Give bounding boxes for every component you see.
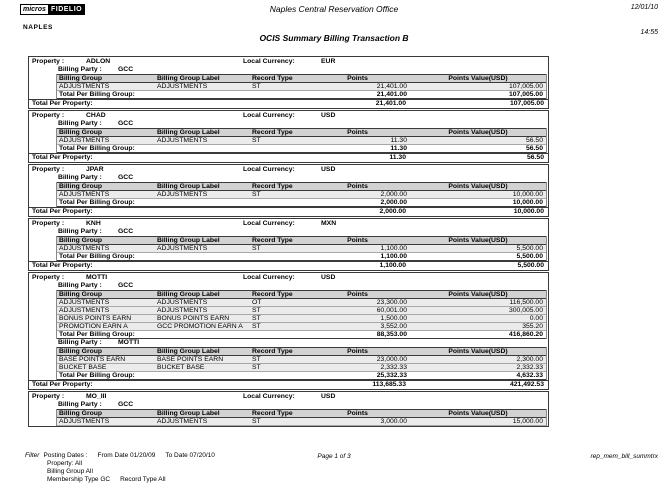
- cell-record-type: ST: [252, 137, 261, 144]
- billing-group-total-points-value: 107,005.00: [508, 91, 543, 98]
- column-header-billing-group-label: Billing Group Label: [157, 237, 220, 244]
- billing-group-total-label: Total Per Billing Group:: [59, 331, 135, 338]
- billing-group-total-points-value: 5,500.00: [516, 253, 543, 260]
- cell-billing-group: BASE POINTS EARN: [59, 356, 126, 363]
- billing-party-line: [29, 282, 548, 290]
- property-header-line: [29, 111, 548, 120]
- property-header-line: [29, 273, 548, 282]
- cell-billing-group-label: ADJUSTMENTS: [157, 418, 208, 425]
- billing-group-table: [56, 128, 547, 153]
- billing-party-line: [29, 174, 548, 182]
- cell-billing-group-label: BONUS POINTS EARN: [157, 315, 230, 322]
- table-header-row: [57, 128, 546, 137]
- cell-points: 3,552.00: [380, 323, 407, 330]
- cell-points-value: 2,300.00: [516, 356, 543, 363]
- column-header-billing-group: Billing Group: [59, 291, 103, 298]
- billing-group-total-points: 25,332.33: [376, 372, 407, 379]
- cell-billing-group-label: ADJUSTMENTS: [157, 137, 208, 144]
- property-total-points: 2,000.00: [379, 208, 406, 215]
- column-header-record-type: Record Type: [252, 237, 293, 244]
- property-total-points: 113,685.33: [372, 381, 406, 388]
- cell-billing-group: ADJUSTMENTS: [59, 299, 110, 306]
- billing-group-total-points: 2,000.00: [380, 199, 407, 206]
- table-row: [57, 323, 546, 331]
- column-header-record-type: Record Type: [252, 348, 293, 355]
- column-header-points: Points: [347, 183, 368, 190]
- billing-group-total-row: [57, 145, 546, 153]
- property-block: [28, 56, 549, 109]
- cell-points: 60,001.00: [376, 307, 407, 314]
- cell-points: 3,000.00: [380, 418, 407, 425]
- column-header-record-type: Record Type: [252, 291, 293, 298]
- property-block: [28, 272, 549, 390]
- property-total-row: [29, 207, 548, 216]
- billing-party-value: GCC: [118, 282, 134, 289]
- cell-billing-group-label: ADJUSTMENTS: [157, 191, 208, 198]
- table-header-row: [57, 290, 546, 299]
- column-header-points-value: Points Value(USD): [448, 348, 508, 355]
- table-header-row: [57, 74, 546, 83]
- billing-party-line: [29, 401, 548, 409]
- table-row: [57, 364, 546, 372]
- property-total-points-value: 5,500.00: [517, 262, 544, 269]
- page-number: Page 1 of 3: [317, 453, 351, 460]
- column-header-points: Points: [347, 410, 368, 417]
- billing-group-table: [56, 74, 547, 99]
- billing-party-line: [29, 339, 548, 347]
- table-row: [57, 299, 546, 307]
- cell-points-value: 5,500.00: [516, 245, 543, 252]
- billing-party-value: GCC: [118, 228, 134, 235]
- property-total-points-value: 10,000.00: [513, 208, 544, 215]
- column-header-billing-group-label: Billing Group Label: [157, 75, 220, 82]
- column-header-billing-group: Billing Group: [59, 75, 103, 82]
- cell-billing-group: PROMOTION EARN A: [59, 323, 128, 330]
- cell-billing-group-label: ADJUSTMENTS: [157, 299, 208, 306]
- property-label: Property :: [32, 58, 65, 65]
- billing-group-table: [56, 182, 547, 207]
- column-header-points-value: Points Value(USD): [448, 75, 508, 82]
- property-label: Property :: [32, 220, 65, 227]
- cell-record-type: ST: [252, 191, 261, 198]
- billing-group-total-label: Total Per Billing Group:: [59, 199, 135, 206]
- local-currency-value: USD: [321, 393, 336, 400]
- property-total-points: 11.30: [389, 154, 406, 161]
- local-currency-label: Local Currency:: [243, 220, 295, 227]
- cell-record-type: ST: [252, 364, 261, 371]
- billing-group-total-points: 21,401.00: [376, 91, 407, 98]
- property-block: [28, 110, 549, 163]
- cell-points: 23,000.00: [376, 356, 407, 363]
- record-type-value: Record Type All: [120, 476, 166, 483]
- billing-group-total-label: Total Per Billing Group:: [59, 372, 135, 379]
- billing-party-value: MOTTI: [118, 339, 140, 346]
- cell-billing-group: ADJUSTMENTS: [59, 191, 110, 198]
- billing-party-line: [29, 120, 548, 128]
- property-total-points-value: 107,005.00: [509, 100, 544, 107]
- column-header-points: Points: [347, 75, 368, 82]
- billing-group-table: [56, 290, 547, 339]
- table-header-row: [57, 347, 546, 356]
- cell-points-value: 0.00: [529, 315, 543, 322]
- billing-group-total-label: Total Per Billing Group:: [59, 145, 135, 152]
- from-date-value: From Date 01/20/09: [97, 452, 156, 459]
- property-total-points-value: 56.50: [526, 154, 544, 161]
- billing-party-value: GCC: [118, 120, 134, 127]
- cell-billing-group-label: ADJUSTMENTS: [157, 307, 208, 314]
- cell-points-value: 107,005.00: [508, 83, 543, 90]
- billing-group-total-row: [57, 331, 546, 339]
- billing-party-line: [29, 66, 548, 74]
- billing-group-total-row: [57, 91, 546, 99]
- billing-party-line: [29, 228, 548, 236]
- cell-billing-group-label: GCC PROMOTION EARN A: [157, 323, 243, 330]
- column-header-points-value: Points Value(USD): [448, 129, 508, 136]
- cell-billing-group-label: BUCKET BASE: [157, 364, 205, 371]
- property-block: [28, 164, 549, 217]
- billing-party-label: Billing Party :: [58, 282, 102, 289]
- property-total-points: 21,401.00: [375, 100, 406, 107]
- billing-group-table: [56, 409, 547, 426]
- column-header-billing-group-label: Billing Group Label: [157, 129, 220, 136]
- membership-type-value: Membership Type GC: [47, 476, 111, 483]
- property-code: KNH: [86, 220, 101, 227]
- billing-party-value: GCC: [118, 401, 134, 408]
- micros-logo-text: micros: [20, 4, 49, 15]
- cell-record-type: OT: [252, 299, 262, 306]
- cell-billing-group: ADJUSTMENTS: [59, 418, 110, 425]
- property-total-label: Total Per Property:: [32, 154, 93, 161]
- office-name: Naples Central Reservation Office: [269, 4, 399, 14]
- property-total-label: Total Per Property:: [32, 262, 93, 269]
- column-header-points-value: Points Value(USD): [448, 410, 508, 417]
- cell-points-value: 15,000.00: [512, 418, 543, 425]
- property-header-line: [29, 165, 548, 174]
- property-header-line: [29, 392, 548, 401]
- cell-points-value: 2,332.33: [516, 364, 543, 371]
- column-header-billing-group-label: Billing Group Label: [157, 410, 220, 417]
- property-code: ADLON: [86, 58, 111, 65]
- billing-group-table: [56, 236, 547, 261]
- fidelio-logo-text: FIDELIO: [48, 4, 85, 15]
- billing-group-total-label: Total Per Billing Group:: [59, 91, 135, 98]
- billing-group-total-points-value: 10,000.00: [512, 199, 543, 206]
- billing-group-total-points: 1,100.00: [380, 253, 407, 260]
- local-currency-label: Local Currency:: [243, 58, 295, 65]
- cell-billing-group-label: BASE POINTS EARN: [157, 356, 224, 363]
- local-currency-value: USD: [321, 112, 336, 119]
- column-header-billing-group-label: Billing Group Label: [157, 183, 220, 190]
- column-header-billing-group: Billing Group: [59, 410, 103, 417]
- column-header-points: Points: [347, 291, 368, 298]
- property-label: Property :: [32, 112, 65, 119]
- report-body: [28, 56, 549, 428]
- cell-billing-group: BONUS POINTS EARN: [59, 315, 132, 322]
- billing-party-value: GCC: [118, 66, 134, 73]
- billing-group-total-points-value: 416,860.20: [508, 331, 543, 338]
- cell-record-type: ST: [252, 356, 261, 363]
- column-header-record-type: Record Type: [252, 183, 293, 190]
- cell-billing-group: ADJUSTMENTS: [59, 83, 110, 90]
- property-total-row: [29, 380, 548, 389]
- property-total-label: Total Per Property:: [32, 381, 93, 388]
- table-row: [57, 356, 546, 364]
- local-currency-value: USD: [321, 166, 336, 173]
- property-label: Property :: [32, 166, 65, 173]
- cell-points-value: 300,005.00: [508, 307, 543, 314]
- column-header-points-value: Points Value(USD): [448, 237, 508, 244]
- cell-points-value: 56.50: [525, 137, 543, 144]
- billing-party-label: Billing Party :: [58, 401, 102, 408]
- property-total-row: [29, 99, 548, 108]
- property-block: [28, 218, 549, 271]
- property-code: MOTTI: [86, 274, 108, 281]
- column-header-billing-group: Billing Group: [59, 183, 103, 190]
- column-header-billing-group: Billing Group: [59, 348, 103, 355]
- property-total-points: 1,100.00: [379, 262, 406, 269]
- filter-label: Filter: [25, 452, 40, 459]
- local-currency-label: Local Currency:: [243, 393, 295, 400]
- column-header-billing-group: Billing Group: [59, 237, 103, 244]
- local-currency-label: Local Currency:: [243, 274, 295, 281]
- property-header-line: [29, 57, 548, 66]
- report-time: 14:55: [640, 29, 658, 36]
- cell-points: 23,300.00: [376, 299, 407, 306]
- billing-group-total-label: Total Per Billing Group:: [59, 253, 135, 260]
- cell-record-type: ST: [252, 83, 261, 90]
- cell-record-type: ST: [252, 307, 261, 314]
- billing-group-total-points-value: 4,632.33: [516, 372, 543, 379]
- table-row: [57, 191, 546, 199]
- column-header-record-type: Record Type: [252, 410, 293, 417]
- column-header-billing-group: Billing Group: [59, 129, 103, 136]
- filter-line-property: Property: All: [47, 460, 83, 467]
- property-header-line: [29, 219, 548, 228]
- column-header-billing-group-label: Billing Group Label: [157, 291, 220, 298]
- filter-line-billing-group: Billing Group All: [47, 468, 93, 475]
- billing-group-total-points: 88,353.00: [376, 331, 407, 338]
- local-currency-value: MXN: [321, 220, 337, 227]
- report-id: rep_mem_bill_summtrx: [590, 453, 658, 460]
- cell-points: 1,100.00: [380, 245, 407, 252]
- table-row: [57, 418, 546, 426]
- cell-billing-group: ADJUSTMENTS: [59, 245, 110, 252]
- table-row: [57, 83, 546, 91]
- billing-group-total-points-value: 56.50: [525, 145, 543, 152]
- property-code: CHAD: [86, 112, 106, 119]
- property-total-row: [29, 261, 548, 270]
- column-header-points: Points: [347, 237, 368, 244]
- cell-record-type: ST: [252, 418, 261, 425]
- cell-record-type: ST: [252, 245, 261, 252]
- table-row: [57, 245, 546, 253]
- property-code: MO_III: [86, 393, 107, 400]
- table-row: [57, 307, 546, 315]
- billing-party-label: Billing Party :: [58, 228, 102, 235]
- cell-points: 21,401.00: [376, 83, 407, 90]
- billing-party-label: Billing Party :: [58, 66, 102, 73]
- local-currency-value: USD: [321, 274, 336, 281]
- cell-billing-group-label: ADJUSTMENTS: [157, 83, 208, 90]
- to-date-value: To Date 07/20/10: [165, 452, 215, 459]
- local-currency-value: EUR: [321, 58, 336, 65]
- column-header-points-value: Points Value(USD): [448, 291, 508, 298]
- property-code: JPAR: [86, 166, 104, 173]
- cell-billing-group-label: ADJUSTMENTS: [157, 245, 208, 252]
- billing-group-total-row: [57, 372, 546, 380]
- cell-record-type: ST: [252, 315, 261, 322]
- cell-points: 2,000.00: [380, 191, 407, 198]
- billing-party-label: Billing Party :: [58, 339, 102, 346]
- cell-points-value: 10,000.00: [512, 191, 543, 198]
- table-header-row: [57, 409, 546, 418]
- cell-points-value: 355.20: [522, 323, 543, 330]
- report-date: 12/01/10: [630, 4, 658, 11]
- column-header-points-value: Points Value(USD): [448, 183, 508, 190]
- billing-party-label: Billing Party :: [58, 174, 102, 181]
- cell-billing-group: BUCKET BASE: [59, 364, 107, 371]
- billing-group-total-points: 11.30: [390, 145, 407, 152]
- cell-billing-group: ADJUSTMENTS: [59, 307, 110, 314]
- filter-line-membership: [47, 476, 215, 484]
- report-title: OCIS Summary Billing Transaction B: [259, 33, 409, 43]
- local-currency-label: Local Currency:: [243, 112, 295, 119]
- local-currency-label: Local Currency:: [243, 166, 295, 173]
- cell-points: 2,332.33: [380, 364, 407, 371]
- property-total-points-value: 421,492.53: [509, 381, 544, 388]
- billing-party-value: GCC: [118, 174, 134, 181]
- property-label: Property :: [32, 393, 65, 400]
- cell-points: 1,500.00: [380, 315, 407, 322]
- table-header-row: [57, 182, 546, 191]
- column-header-points: Points: [347, 129, 368, 136]
- cell-record-type: ST: [252, 323, 261, 330]
- billing-party-label: Billing Party :: [58, 120, 102, 127]
- billing-group-total-row: [57, 253, 546, 261]
- table-row: [57, 137, 546, 145]
- billing-group-table: [56, 347, 547, 380]
- column-header-record-type: Record Type: [252, 129, 293, 136]
- cell-billing-group: ADJUSTMENTS: [59, 137, 110, 144]
- billing-group-total-row: [57, 199, 546, 207]
- table-row: [57, 315, 546, 323]
- column-header-record-type: Record Type: [252, 75, 293, 82]
- property-total-row: [29, 153, 548, 162]
- table-header-row: [57, 236, 546, 245]
- property-block: [28, 391, 549, 427]
- cell-points-value: 116,500.00: [509, 299, 543, 306]
- property-total-label: Total Per Property:: [32, 208, 93, 215]
- column-header-points: Points: [347, 348, 368, 355]
- property-total-label: Total Per Property:: [32, 100, 93, 107]
- column-header-billing-group-label: Billing Group Label: [157, 348, 220, 355]
- logo-property-code: NAPLES: [23, 24, 53, 31]
- posting-dates-label: Posting Dates :: [43, 452, 88, 459]
- property-label: Property :: [32, 274, 65, 281]
- cell-points: 11.30: [390, 137, 407, 144]
